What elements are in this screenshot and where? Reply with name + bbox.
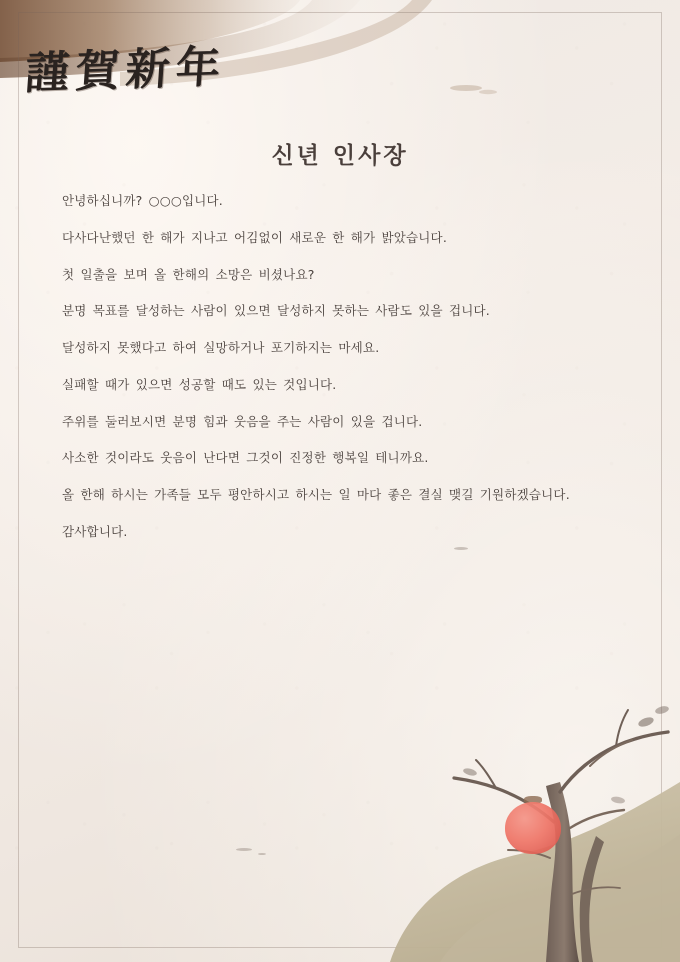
paragraph: 분명 목표를 달성하는 사람이 있으면 달성하지 못하는 사람도 있을 겁니다. xyxy=(62,303,490,319)
ink-tree-with-persimmon-icon xyxy=(350,662,680,962)
paragraph: 올 한해 하시는 가족들 모두 평안하시고 하시는 일 마다 좋은 결실 맺길 기원하겠습니다. xyxy=(62,487,570,502)
persimmon-icon xyxy=(505,802,561,854)
paragraph: 주위를 둘러보시면 분명 힘과 웃음을 주는 사람이 있을 겁니다. xyxy=(62,413,423,429)
paragraph: 감사합니다. xyxy=(62,523,128,539)
paragraph: 안녕하십니까? ○○○입니다. xyxy=(62,193,223,208)
persimmon-stem-icon xyxy=(524,796,542,804)
ink-speck xyxy=(236,848,252,851)
paragraph: 사소한 것이라도 웃음이 난다면 그것이 진정한 행복일 테니까요. xyxy=(62,450,429,466)
paragraph: 실패할 때가 있으면 성공할 때도 있는 것입니다. xyxy=(62,376,337,392)
paragraph: 첫 일출을 보며 올 한해의 소망은 비셨나요? xyxy=(62,266,315,282)
calligraphy-title: 謹賀新年 xyxy=(23,41,228,100)
paragraph: 달성하지 못했다고 하여 실망하거나 포기하지는 마세요. xyxy=(62,340,380,355)
page-title: 신년 인사장 xyxy=(271,143,409,170)
ink-speck xyxy=(258,853,266,855)
ink-speck xyxy=(454,547,468,550)
letter-body xyxy=(62,192,582,560)
paragraph: 다사다난했던 한 해가 지나고 어김없이 새로운 한 해가 밝았습니다. xyxy=(62,229,447,245)
